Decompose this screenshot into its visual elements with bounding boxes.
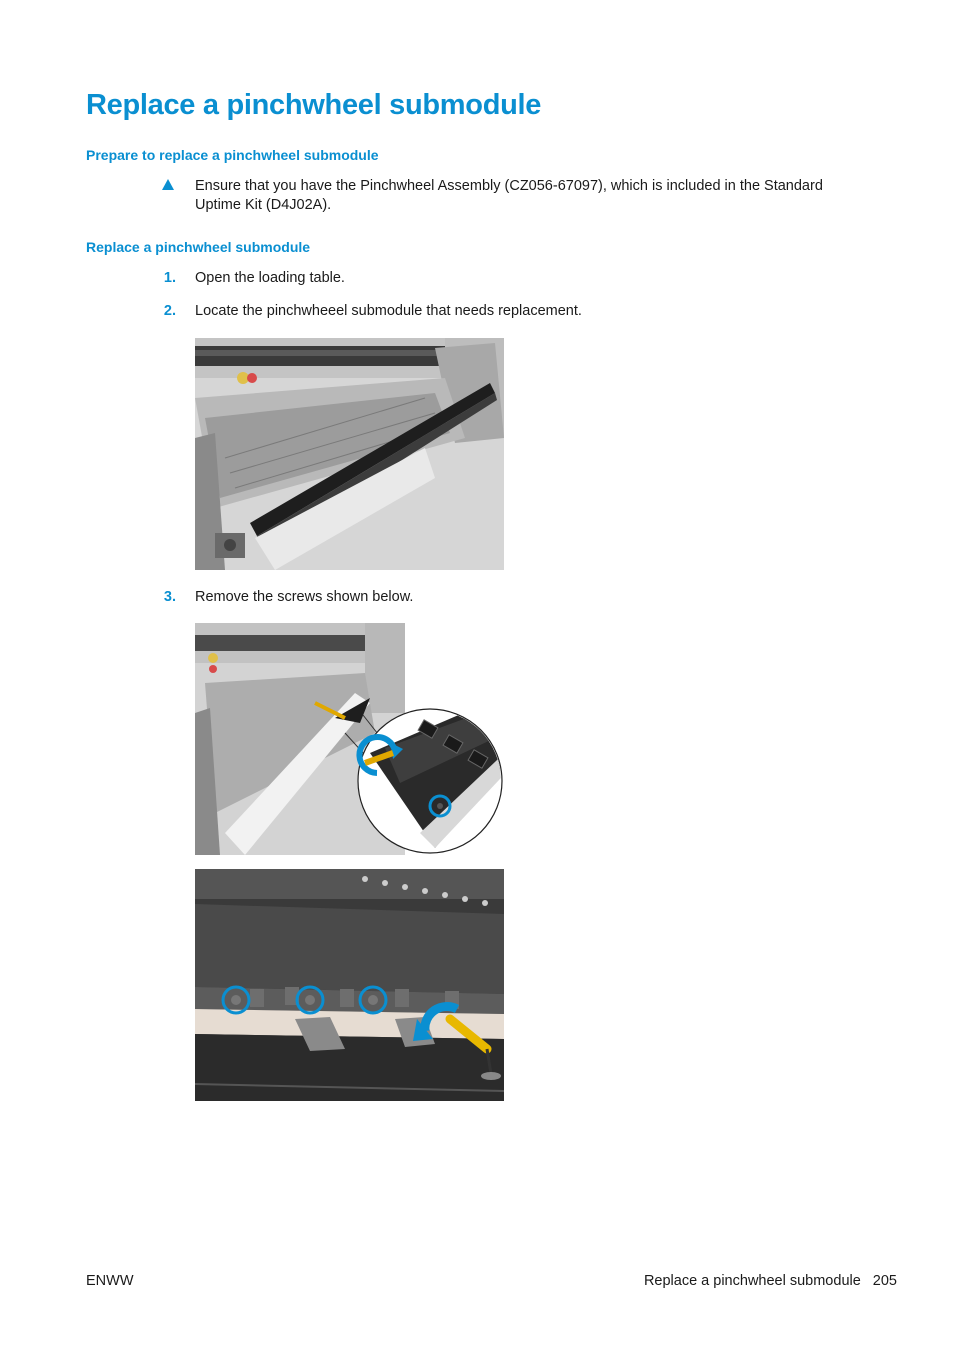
step-text: Locate the pinchwheeel submodule that needs replacement. — [195, 303, 582, 319]
page-title: Replace a pinchwheel submodule — [86, 89, 542, 121]
figure-screw-removal-detail — [195, 623, 504, 855]
step-text: Open the loading table. — [195, 270, 345, 286]
step-3 — [158, 589, 858, 609]
footer-enww: ENWW — [86, 1273, 134, 1289]
step-text: Remove the screws shown below. — [195, 589, 414, 605]
prepare-heading: Prepare to replace a pinchwheel submodule — [86, 147, 379, 163]
figure-loading-table — [195, 338, 504, 570]
note-text: Ensure that you have the Pinchwheel Assembly (CZ056-67097), which is included in the Standard Uptime Kit (D4J02A). — [195, 178, 823, 213]
figure-screw-locations — [195, 869, 504, 1101]
procedure-heading: Replace a pinchwheel submodule — [86, 239, 311, 255]
page-number: 205 — [872, 1273, 897, 1289]
step-1 — [158, 270, 858, 290]
step-number: 2. — [163, 303, 176, 319]
footer-section-title: Replace a pinchwheel submodule — [643, 1273, 861, 1289]
footer-section — [644, 1273, 897, 1289]
step-2 — [158, 303, 858, 323]
step-number: 1. — [163, 270, 176, 286]
step-number: 3. — [163, 589, 176, 605]
warning-triangle-icon — [162, 179, 174, 190]
